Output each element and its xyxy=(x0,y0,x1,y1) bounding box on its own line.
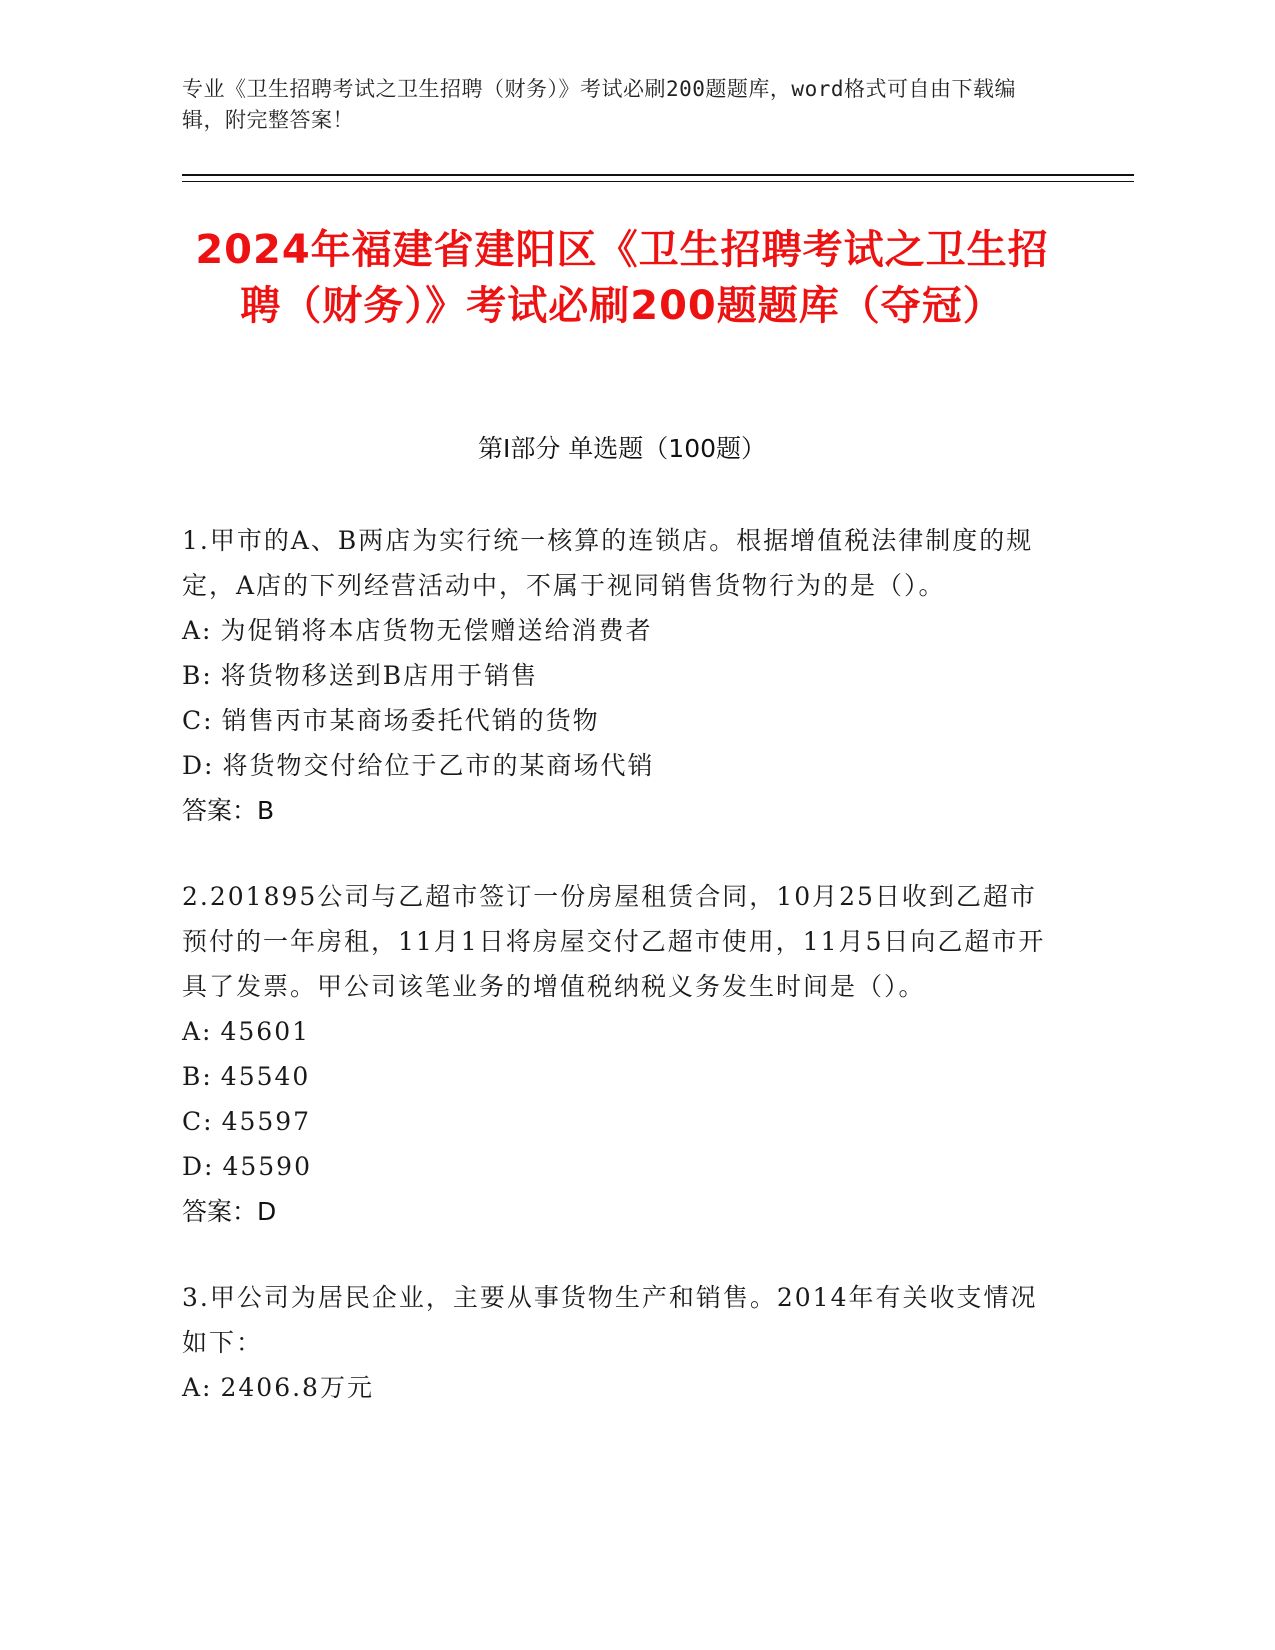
header-divider-thin xyxy=(182,181,1134,182)
option-text: 为促销将本店货物无偿赠送给消费者 xyxy=(220,616,653,645)
option-text: 将货物移送到B店用于销售 xyxy=(220,661,539,690)
option-letter: C: xyxy=(182,706,214,735)
option-b xyxy=(182,1054,1062,1099)
answer-line: 答案：B xyxy=(182,796,275,825)
option-letter: B: xyxy=(182,661,213,690)
option-c xyxy=(182,1099,1062,1144)
header-divider-thick xyxy=(182,174,1134,176)
option-a xyxy=(182,608,1062,653)
option-text: 45601 xyxy=(220,1017,311,1046)
option-letter: A: xyxy=(182,1017,213,1046)
option-d xyxy=(182,1144,1062,1189)
question-3 xyxy=(182,1275,1062,1410)
option-text: 45590 xyxy=(222,1152,312,1181)
option-text: 将货物交付给位于乙市的某商场代销 xyxy=(222,751,655,780)
option-b xyxy=(182,653,1062,698)
question-stem: 3.甲公司为居民企业，主要从事货物生产和销售。2014年有关收支情况如下： xyxy=(182,1283,1038,1357)
question-list xyxy=(182,518,1062,1450)
answer-line: 答案：D xyxy=(182,1197,277,1226)
question-1 xyxy=(182,518,1062,834)
option-letter: D: xyxy=(182,751,215,780)
question-stem: 2.201895公司与乙超市签订一份房屋租赁合同，10月25日收到乙超市预付的一年房租，11月1日将房屋交付乙超市使用，11月5日向乙超市开具了发票。甲公司该笔业务的增值税纳税义务发生时间是（）。 xyxy=(182,882,1046,1001)
option-text: 2406.8万元 xyxy=(220,1373,374,1402)
option-a xyxy=(182,1365,1062,1410)
option-letter: C: xyxy=(182,1107,214,1136)
option-letter: A: xyxy=(182,1373,213,1402)
header-note: 专业《卫生招聘考试之卫生招聘（财务）》考试必刷200题题库，word格式可自由下载编辑，附完整答案！ xyxy=(182,77,1016,132)
option-letter: D: xyxy=(182,1152,215,1181)
section-heading: 第I部分 单选题（100题） xyxy=(477,434,767,463)
document-title: 2024年福建省建阳区《卫生招聘考试之卫生招聘（财务）》考试必刷200题题库（夺冠） xyxy=(195,227,1049,329)
option-text: 销售丙市某商场委托代销的货物 xyxy=(221,706,600,735)
option-a xyxy=(182,1009,1062,1054)
option-text: 45540 xyxy=(220,1062,311,1091)
option-d xyxy=(182,743,1062,788)
option-letter: B: xyxy=(182,1062,213,1091)
option-text: 45597 xyxy=(221,1107,312,1136)
question-2 xyxy=(182,874,1062,1235)
option-letter: A: xyxy=(182,616,213,645)
question-stem: 1.甲市的A、B两店为实行统一核算的连锁店。根据增值税法律制度的规定，A店的下列经营活动中，不属于视同销售货物行为的是（）。 xyxy=(182,526,1034,600)
option-c xyxy=(182,698,1062,743)
